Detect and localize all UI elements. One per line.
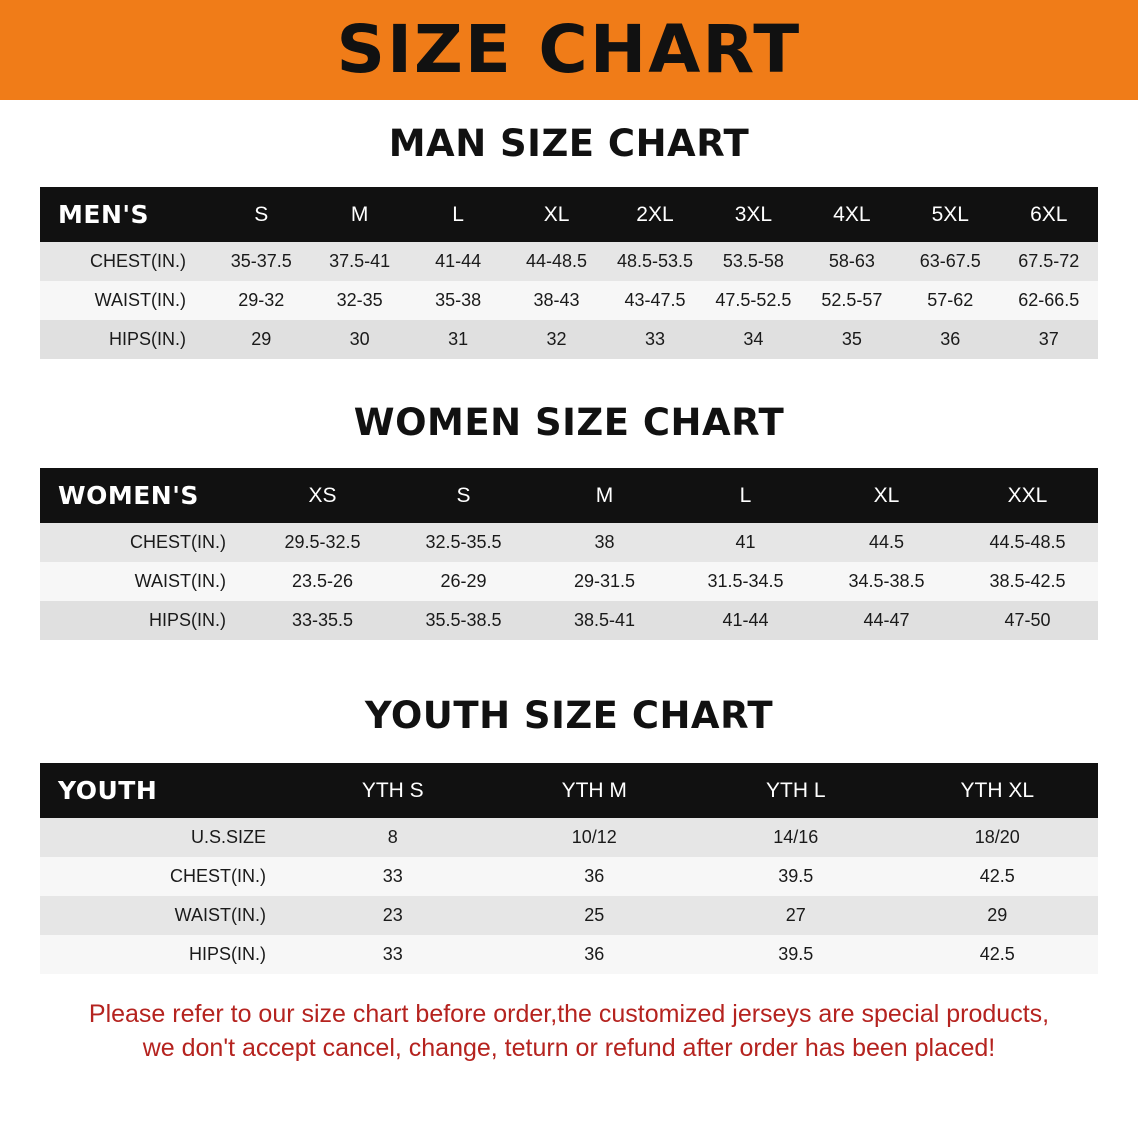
row-label: U.S.SIZE [190,827,266,847]
cell: 23 [382,905,403,925]
women-col-header: M [534,468,675,523]
policy-note [0,998,1138,1066]
cell: 10/12 [571,827,617,847]
table-row [40,818,1098,857]
cell: 29-31.5 [573,571,636,591]
man-col-header: 6XL [1000,187,1099,242]
cell: 29.5-32.5 [284,532,361,552]
youth-col-header: YTH S [292,763,494,818]
man-col-header: 4XL [803,187,901,242]
cell: 38.5-41 [573,610,636,630]
table-row [40,601,1098,640]
cell: 33 [382,866,403,886]
cell: 48.5-53.5 [616,251,693,271]
cell: 44-47 [863,610,910,630]
cell: 67.5-72 [1018,251,1080,271]
cell: 53.5-58 [722,251,784,271]
cell: 35 [841,329,862,349]
women-col-header: XS [252,468,393,523]
page-title: SIZE CHART [336,11,802,88]
women-corner-label: WOMEN'S [40,468,252,523]
cell: 27 [785,905,806,925]
women-col-header: S [393,468,534,523]
cell: 42.5 [979,944,1015,964]
row-label: HIPS(IN.) [148,610,226,630]
cell: 57-62 [927,290,974,310]
youth-col-header: YTH XL [897,763,1099,818]
cell: 14/16 [773,827,819,847]
cell: 58-63 [828,251,875,271]
cell: 42.5 [979,866,1015,886]
youth-col-header: YTH L [695,763,897,818]
man-col-header: S [212,187,310,242]
table-row [40,242,1098,281]
cell: 41-44 [722,610,769,630]
youth-corner-label: YOUTH [40,763,292,818]
row-label: HIPS(IN.) [188,944,266,964]
women-table-wrap [0,468,1138,640]
man-col-header: 2XL [606,187,704,242]
banner [0,0,1138,100]
table-row [40,320,1098,359]
cell: 32 [546,329,567,349]
women-col-header: XL [816,468,957,523]
cell: 43-47.5 [624,290,686,310]
cell: 35-38 [435,290,482,310]
man-col-header: 5XL [901,187,999,242]
cell: 34.5-38.5 [848,571,925,591]
row-label: WAIST(IN.) [174,905,266,925]
women-table-header-row [40,468,1098,523]
table-row [40,562,1098,601]
cell: 34 [743,329,764,349]
cell: 32.5-35.5 [425,532,502,552]
youth-section-heading: YOUTH SIZE CHART [364,694,774,737]
youth-size-table [40,763,1098,974]
cell: 35-37.5 [230,251,292,271]
youth-table-wrap [0,763,1138,974]
cell: 44-48.5 [526,251,588,271]
cell: 26-29 [440,571,487,591]
man-size-table [40,187,1098,359]
cell: 29-32 [238,290,285,310]
cell: 47-50 [1004,610,1051,630]
cell: 31.5-34.5 [707,571,784,591]
policy-note-line-2: we don't accept cancel, change, teturn or refund after order has been placed! [142,1033,996,1062]
row-label: WAIST(IN.) [134,571,226,591]
cell: 39.5 [778,866,814,886]
cell: 8 [387,827,398,847]
cell: 29 [987,905,1008,925]
cell: 52.5-57 [821,290,883,310]
row-label: CHEST(IN.) [170,866,266,886]
cell: 33 [382,944,403,964]
cell: 35.5-38.5 [425,610,502,630]
cell: 44.5 [868,532,905,552]
cell: 39.5 [778,944,814,964]
man-corner-label: MEN'S [40,187,212,242]
man-col-header: 3XL [704,187,802,242]
man-table-wrap [0,187,1138,359]
cell: 33-35.5 [291,610,354,630]
cell: 38-43 [533,290,580,310]
women-size-table [40,468,1098,640]
man-table-header-row [40,187,1098,242]
man-col-header: XL [507,187,605,242]
row-label: WAIST(IN.) [94,290,186,310]
cell: 37 [1038,329,1059,349]
women-col-header: XXL [957,468,1098,523]
cell: 18/20 [974,827,1020,847]
cell: 38.5-42.5 [989,571,1066,591]
cell: 31 [448,329,469,349]
row-label: CHEST(IN.) [90,251,186,271]
cell: 38 [594,532,615,552]
cell: 29 [251,329,272,349]
man-col-header: M [310,187,408,242]
table-row [40,896,1098,935]
cell: 41-44 [435,251,482,271]
table-row [40,935,1098,974]
cell: 63-67.5 [919,251,981,271]
table-row [40,523,1098,562]
man-col-header: L [409,187,507,242]
table-row [40,857,1098,896]
youth-table-header-row [40,763,1098,818]
cell: 36 [940,329,961,349]
cell: 36 [584,944,605,964]
women-section-heading: WOMEN SIZE CHART [353,401,785,444]
cell: 30 [349,329,370,349]
row-label: HIPS(IN.) [108,329,186,349]
cell: 23.5-26 [291,571,354,591]
women-col-header: L [675,468,816,523]
cell: 25 [584,905,605,925]
table-row [40,281,1098,320]
cell: 41 [735,532,756,552]
youth-col-header: YTH M [494,763,696,818]
row-label: CHEST(IN.) [130,532,226,552]
cell: 36 [584,866,605,886]
cell: 62-66.5 [1018,290,1080,310]
cell: 37.5-41 [329,251,391,271]
cell: 47.5-52.5 [715,290,792,310]
cell: 32-35 [336,290,383,310]
cell: 44.5-48.5 [989,532,1066,552]
policy-note-line-1: Please refer to our size chart before order,the customized jerseys are special products, [88,1000,1050,1028]
cell: 33 [644,329,665,349]
man-section-heading: MAN SIZE CHART [388,122,750,165]
